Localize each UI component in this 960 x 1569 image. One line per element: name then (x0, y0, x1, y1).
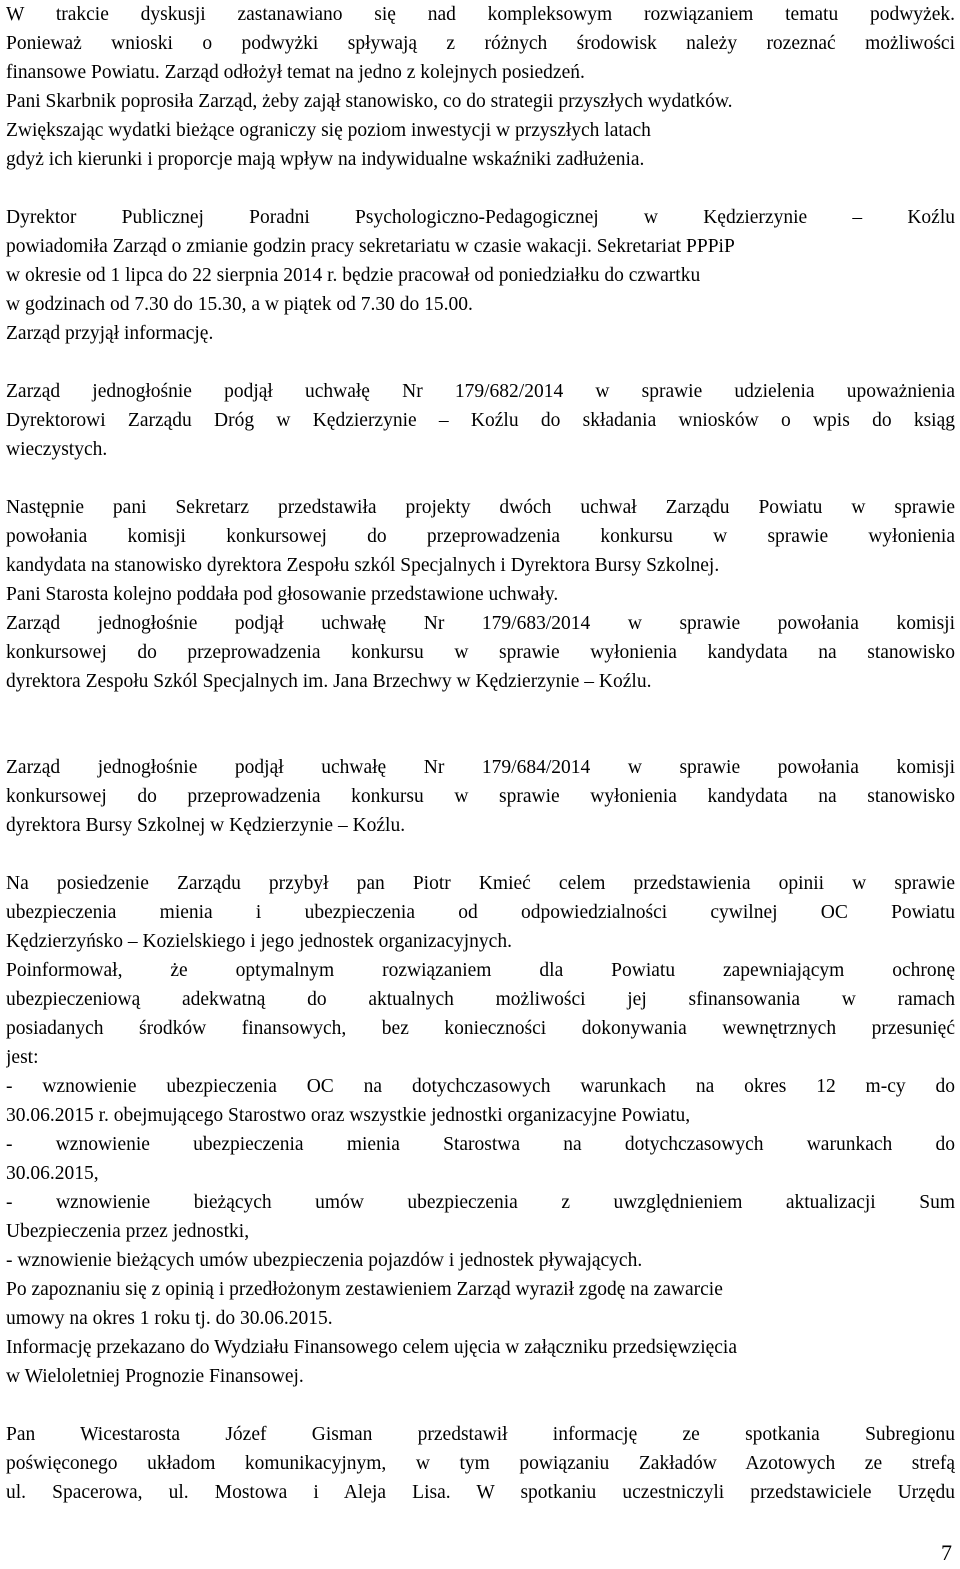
text-line: kandydata na stanowisko dyrektora Zespołu szkól Specjalnych i Dyrektora Bursy Szkolnej. (6, 555, 720, 576)
text-line: w godzinach od 7.30 do 15.30, a w piątek od 7.30 do 15.00. (6, 294, 473, 315)
text-line: ul. Spacerowa, ul. Mostowa i Aleja Lisa. W spotkaniu uczestniczyli przedstawiciele Urzędu (6, 1482, 955, 1503)
text-line: konkursowej do przeprowadzenia konkursu w sprawie wyłonienia kandydata na stanowisko (6, 642, 955, 663)
text-line: Zarząd jednogłośnie podjął uchwałę Nr 179/682/2014 w sprawie udzielenia upoważnienia (6, 381, 955, 402)
text-line: ubezpieczeniową adekwatną do aktualnych możliwości jej sfinansowania w ramach (6, 989, 955, 1010)
text-line: dyrektora Zespołu Szkól Specjalnych im. Jana Brzechwy w Kędzierzynie – Koźlu. (6, 671, 652, 692)
text-line: powiadomiła Zarząd o zmianie godzin pracy sekretariatu w czasie wakacji. Sekretariat PPPiP (6, 236, 735, 257)
text-line: poświęconego układom komunikacyjnym, w tym powiązaniu Zakładów Azotowych ze strefą (6, 1453, 955, 1474)
text-line: posiadanych środków finansowych, bez konieczności dokonywania wewnętrznych przesunięć (6, 1018, 955, 1039)
text-line: Ponieważ wnioski o podwyżki spływają z różnych środowisk należy rozeznać możliwości (6, 33, 955, 54)
text-line: 30.06.2015, (6, 1163, 99, 1184)
text-line: Poinformował, że optymalnym rozwiązaniem dla Powiatu zapewniającym ochronę (6, 960, 955, 981)
text-line: Zwiększając wydatki bieżące ograniczy się poziom inwestycji w przyszłych latach (6, 120, 651, 141)
text-line: wieczystych. (6, 439, 108, 460)
text-line: gdyż ich kierunki i proporcje mają wpływ na indywidualne wskaźniki zadłużenia. (6, 149, 645, 170)
text-line: powołania komisji konkursowej do przeprowadzenia konkursu w sprawie wyłonienia (6, 526, 955, 547)
text-line: Następnie pani Sekretarz przedstawiła projekty dwóch uchwał Zarządu Powiatu w sprawie (6, 497, 955, 518)
text-line: 30.06.2015 r. obejmującego Starostwo oraz wszystkie jednostki organizacyjne Powiatu, (6, 1105, 691, 1126)
text-line: ubezpieczenia mienia i ubezpieczenia od odpowiedzialności cywilnej OC Powiatu (6, 902, 955, 923)
text-line: w okresie od 1 lipca do 22 sierpnia 2014 r. będzie pracował od poniedziałku do czwartku (6, 265, 701, 286)
text-line: W trakcie dyskusji zastanawiano się nad kompleksowym rozwiązaniem tematu podwyżek. (6, 4, 955, 25)
text-line: umowy na okres 1 roku tj. do 30.06.2015. (6, 1308, 333, 1329)
text-line: Na posiedzenie Zarządu przybył pan Piotr Kmieć celem przedstawienia opinii w sprawie (6, 873, 955, 894)
text-line: Zarząd jednogłośnie podjął uchwałę Nr 179/684/2014 w sprawie powołania komisji (6, 757, 955, 778)
text-line: konkursowej do przeprowadzenia konkursu w sprawie wyłonienia kandydata na stanowisko (6, 786, 955, 807)
text-line: Po zapoznaniu się z opinią i przedłożonym zestawieniem Zarząd wyraził zgodę na zawarcie (6, 1279, 723, 1300)
text-line: finansowe Powiatu. Zarząd odłożył temat na jedno z kolejnych posiedzeń. (6, 62, 585, 83)
text-line: - wznowienie ubezpieczenia OC na dotychczasowych warunkach na okres 12 m-cy do (6, 1076, 955, 1097)
text-line: Informację przekazano do Wydziału Finansowego celem ujęcia w załączniku przedsięwzięcia (6, 1337, 737, 1358)
text-line: Pani Skarbnik poprosiła Zarząd, żeby zajął stanowisko, co do strategii przyszłych wydatków. (6, 91, 733, 112)
text-line: - wznowienie bieżących umów ubezpieczenia pojazdów i jednostek pływających. (6, 1250, 643, 1271)
text-line: Pan Wicestarosta Józef Gisman przedstawił informację ze spotkania Subregionu (6, 1424, 955, 1445)
text-line: Zarząd przyjął informację. (6, 323, 214, 344)
text-line: Dyrektor Publicznej Poradni Psychologiczno-Pedagogicznej w Kędzierzynie – Koźlu (6, 207, 955, 228)
text-line: w Wieloletniej Prognozie Finansowej. (6, 1366, 304, 1387)
page-number: 7 (941, 1540, 952, 1565)
text-line: Zarząd jednogłośnie podjął uchwałę Nr 179/683/2014 w sprawie powołania komisji (6, 613, 955, 634)
text-line: Pani Starosta kolejno poddała pod głosowanie przedstawione uchwały. (6, 584, 559, 605)
text-line: dyrektora Bursy Szkolnej w Kędzierzynie – Koźlu. (6, 815, 406, 836)
text-line: - wznowienie bieżących umów ubezpieczenia z uwzględnieniem aktualizacji Sum (6, 1192, 955, 1213)
text-line: Ubezpieczenia przez jednostki, (6, 1221, 250, 1242)
text-line: Kędzierzyńsko – Kozielskiego i jego jednostek organizacyjnych. (6, 931, 512, 952)
text-line: Dyrektorowi Zarządu Dróg w Kędzierzynie – Koźlu do składania wniosków o wpis do ksiąg (6, 410, 955, 431)
text-line: - wznowienie ubezpieczenia mienia Starostwa na dotychczasowych warunkach do (6, 1134, 955, 1155)
text-line: jest: (6, 1047, 39, 1068)
